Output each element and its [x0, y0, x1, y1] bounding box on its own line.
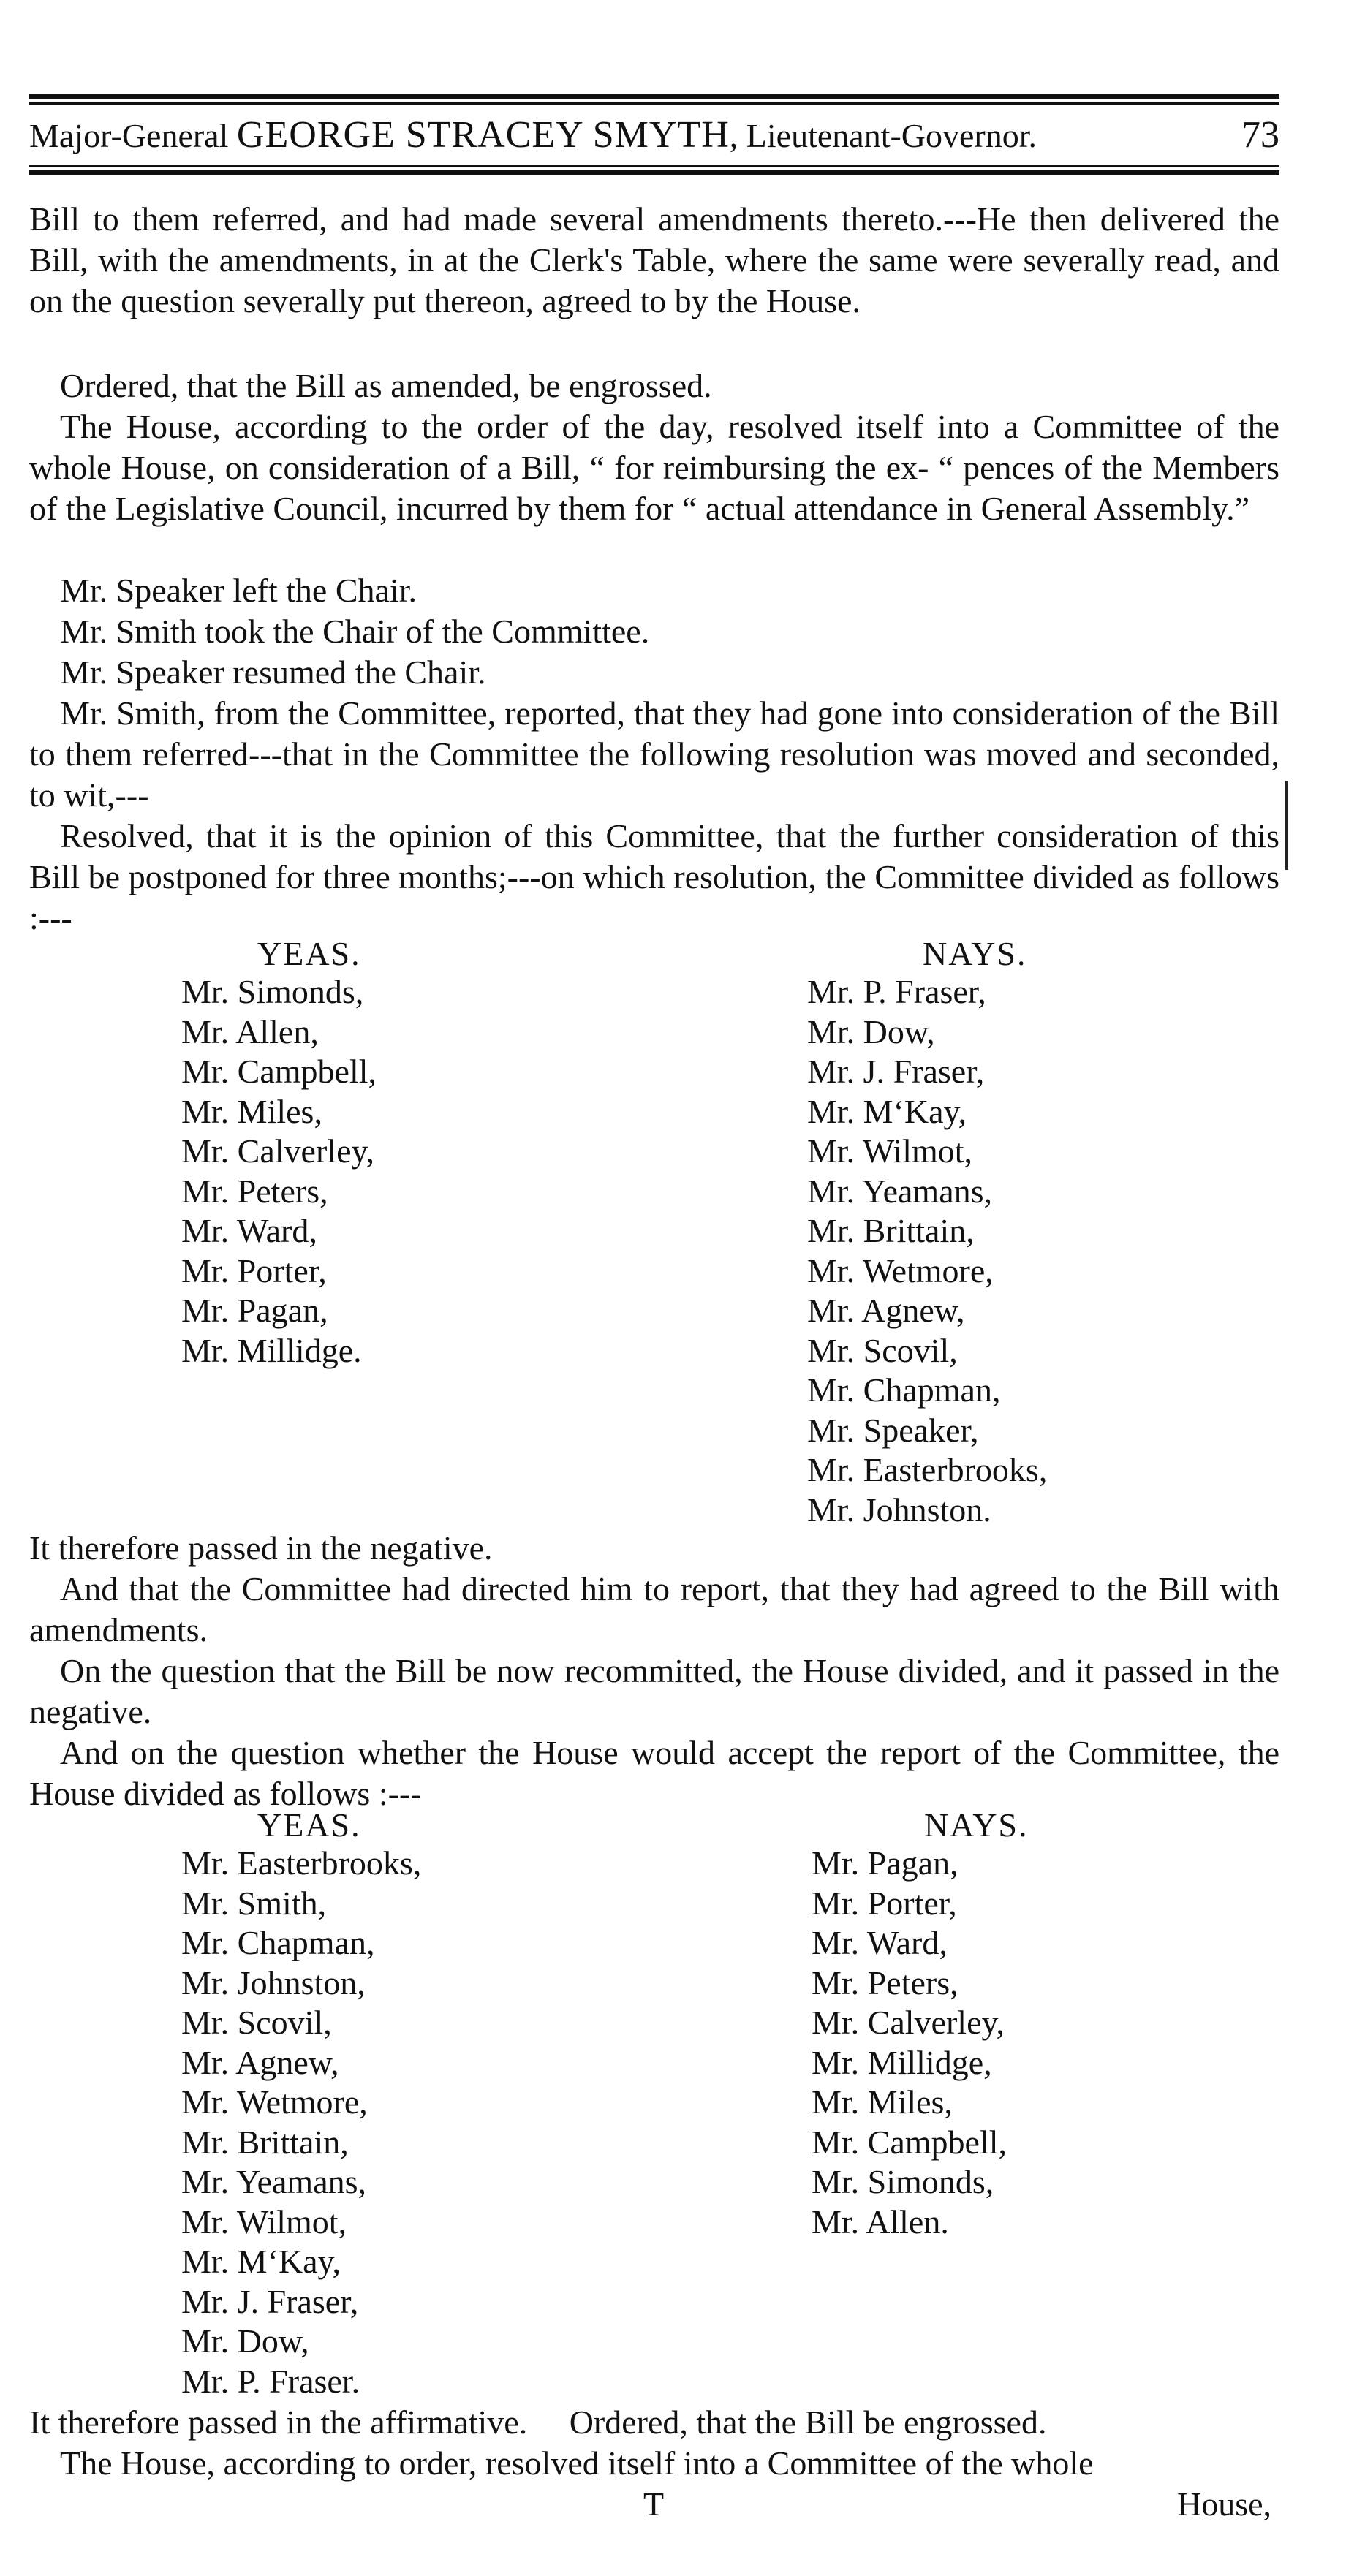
head-rule-thin: [29, 165, 1279, 167]
top-rule-thin: [29, 102, 1279, 105]
list-item: Mr. Scovil,: [807, 1331, 958, 1369]
list-item: Mr. Wetmore,: [181, 2083, 368, 2121]
list-item: Mr. M‘Kay,: [807, 1092, 967, 1130]
list-item: Mr. P. Fraser.: [181, 2362, 360, 2400]
list-item: Mr. Scovil,: [181, 2004, 332, 2041]
running-head-suffix: , Lieutenant-Governor.: [729, 117, 1037, 154]
paragraph-bill-referred: Bill to them referred, and had made several amendments thereto.---He then delivered the Bill, with the amendments, in at the Clerk's Table, where the same were severally read, and on the question severally put thereon, agreed to by the House.: [29, 200, 1279, 319]
list-item: Mr. Porter,: [812, 1884, 957, 1922]
list-item: Mr. Johnston.: [807, 1490, 991, 1528]
list-item: Mr. Brittain,: [807, 1212, 975, 1249]
paragraph-ordered-engrossed: Ordered, that the Bill as amended, be engrossed.: [60, 367, 712, 404]
list-item: Mr. Speaker,: [807, 1411, 979, 1449]
list-item: Mr. Allen.: [812, 2202, 949, 2240]
division-1-yeas-heading: YEAS.: [257, 935, 361, 972]
list-item: Mr. Agnew,: [807, 1292, 965, 1329]
catchword: House,: [1177, 2485, 1272, 2523]
list-item: Mr. Allen,: [181, 1012, 319, 1050]
list-item: Mr. Pagan,: [812, 1844, 958, 1882]
paragraph-speaker-left: Mr. Speaker left the Chair.: [60, 572, 417, 609]
list-item: Mr. Pagan,: [181, 1292, 328, 1329]
list-item: Mr. Brittain,: [181, 2123, 349, 2161]
list-item: Mr. Simonds,: [181, 973, 364, 1010]
division-2-yeas-heading: YEAS.: [257, 1806, 361, 1844]
list-item: Mr. Chapman,: [181, 1924, 375, 1961]
list-item: Mr. Simonds,: [812, 2163, 994, 2200]
top-rule: [29, 94, 1279, 99]
list-item: Mr. Campbell,: [812, 2123, 1007, 2161]
paragraph-resolved: Resolved, that it is the opinion of this Committee, that the further consideration of this Bill be postponed for three months;---on which resolution, the Committee divided as follows :---: [29, 817, 1279, 936]
paragraph-accept-report: And on the question whether the House would accept the report of the Committee, the House divided as follows :---: [29, 1734, 1279, 1812]
paragraph-committee-whole-house: The House, according to the order of the day, resolved itself into a Committee of the whole House, on consideration of a Bill, “ for reimbursing the ex- “ pences of the Members of the Legislative Council, incurred by them for “ actual attendance in General Assembly.”: [29, 408, 1279, 527]
list-item: Mr. Millidge.: [181, 1331, 362, 1369]
division-2-nays-list: [812, 1844, 1007, 2242]
division-1-nays-heading: NAYS.: [923, 935, 1027, 972]
list-item: Mr. Yeamans,: [181, 2163, 367, 2200]
list-item: Mr. P. Fraser,: [807, 973, 986, 1010]
paragraph-passed-affirmative: It therefore passed in the affirmative. Ordered, that the Bill be engrossed.: [29, 2403, 1047, 2441]
list-item: Mr. Easterbrooks,: [181, 1844, 422, 1882]
page-number: 73: [1241, 114, 1279, 156]
list-item: Mr. Miles,: [812, 2083, 953, 2121]
list-item: Mr. J. Fraser,: [181, 2282, 359, 2320]
list-item: Mr. Wilmot,: [181, 2202, 347, 2240]
list-item: Mr. Yeamans,: [807, 1172, 993, 1210]
head-rule: [29, 170, 1279, 175]
list-item: Mr. Miles,: [181, 1092, 322, 1130]
list-item: Mr. J. Fraser,: [807, 1053, 985, 1090]
list-item: Mr. M‘Kay,: [181, 2243, 341, 2280]
list-item: Mr. Wetmore,: [807, 1251, 994, 1289]
list-item: Mr. Dow,: [807, 1012, 935, 1050]
paragraph-passed-negative: It therefore passed in the negative.: [29, 1529, 493, 1567]
paragraph-speaker-resumed: Mr. Speaker resumed the Chair.: [60, 654, 486, 691]
list-item: Mr. Ward,: [812, 1924, 948, 1961]
running-head-prefix: Major-General: [29, 117, 229, 154]
list-item: Mr. Calverley,: [181, 1132, 375, 1170]
division-1-yeas-list: [181, 972, 377, 1371]
list-item: Mr. Agnew,: [181, 2043, 339, 2081]
paragraph-smith-chair: Mr. Smith took the Chair of the Committee.: [60, 613, 650, 650]
list-item: Mr. Campbell,: [181, 1053, 377, 1090]
list-item: Mr. Peters,: [181, 1172, 328, 1210]
division-2-yeas-list: [181, 1844, 421, 2401]
running-head-name: GEORGE STRACEY SMYTH: [236, 114, 730, 156]
margin-bracket: [1285, 781, 1288, 870]
list-item: Mr. Peters,: [812, 1963, 958, 2001]
list-item: Mr. Ward,: [181, 1212, 317, 1249]
list-item: Mr. Dow,: [181, 2322, 309, 2360]
division-1-nays-list: [807, 972, 1047, 1530]
paragraph-committee-order: The House, according to order, resolved itself into a Committee of the whole: [60, 2444, 1094, 2482]
list-item: Mr. Johnston,: [181, 1963, 366, 2001]
list-item: Mr. Porter,: [181, 1251, 327, 1289]
running-head: [29, 110, 1279, 161]
paragraph-directed-report: And that the Committee had directed him to report, that they had agreed to the Bill with amendments.: [29, 1570, 1279, 1648]
signature-mark: T: [643, 2485, 665, 2523]
list-item: Mr. Chapman,: [807, 1371, 1001, 1409]
list-item: Mr. Easterbrooks,: [807, 1451, 1048, 1488]
list-item: Mr. Wilmot,: [807, 1132, 973, 1170]
list-item: Mr. Smith,: [181, 1884, 327, 1922]
paragraph-recommitted: On the question that the Bill be now recommitted, the House divided, and it passed in the negative.: [29, 1652, 1279, 1730]
list-item: Mr. Millidge,: [812, 2043, 992, 2081]
division-2-nays-heading: NAYS.: [924, 1806, 1029, 1844]
list-item: Mr. Calverley,: [812, 2004, 1005, 2041]
paragraph-smith-reported: Mr. Smith, from the Committee, reported, that they had gone into consideration of the Bill to them referred---that in the Committee the following resolution was moved and seconded, to wit,---: [29, 694, 1279, 814]
